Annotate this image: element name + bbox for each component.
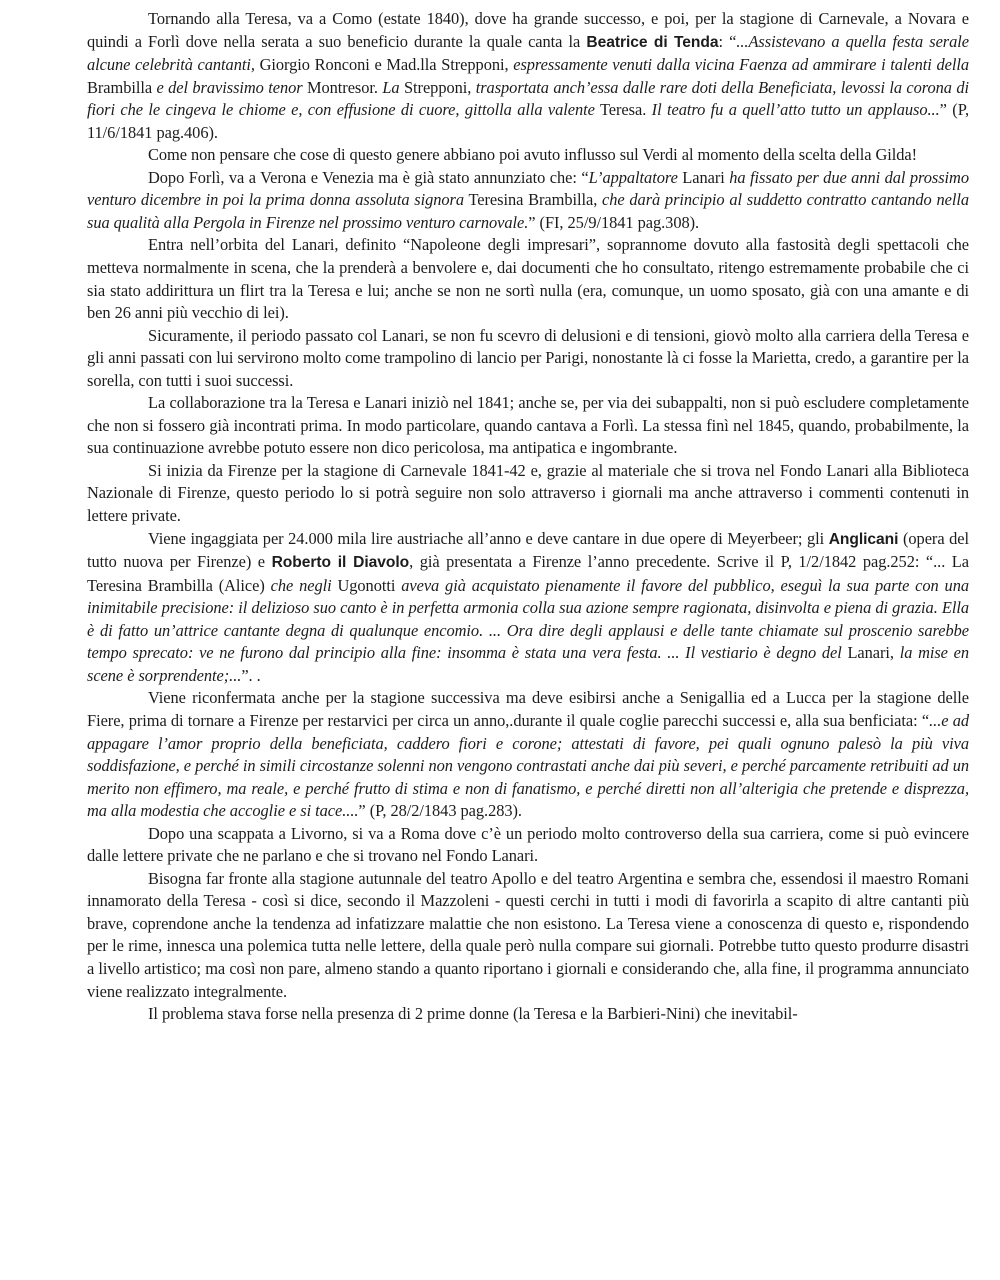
italic-text: trasportata anch’essa dalle rare doti della Beneficiata, levossi la corona di fiori che le cingeva le chiome e, con effusione di cuore, gittolla alla valente — [87, 77, 969, 120]
body-paragraph — [87, 167, 969, 235]
body-paragraph — [87, 868, 969, 1003]
text-run: Sicuramente, il periodo passato col Lanari, se non fu scevro di delusioni e di tensioni, giovò molto alla carriera della Teresa e gli anni passati con lui servirono molto come trampolino di lancio per Parigi, nonostante là ci fosse la Marietta, credo, a garantire per la sorella, con tutti i suoi successi. — [87, 325, 969, 390]
text-run: ” (P, 11/6/1841 pag.406). — [87, 100, 969, 142]
text-run: Il problema stava forse nella presenza di 2 prime donne (la Teresa e la Barbieri-Nini) che inevitabil- — [148, 1004, 798, 1024]
italic-text: che negli — [270, 575, 332, 595]
body-paragraph — [87, 8, 969, 144]
italic-text: ha fissato per due anni dal prossimo venturo dicembre in poi la prima donna assoluta signora — [87, 167, 969, 210]
text-run: , già presentata a Firenze l’anno precedente. Scrive il P, 1/2/1842 pag.252: “... La Teresina Brambilla (Alice) — [87, 552, 969, 595]
text-run: Teresina Brambilla, — [463, 190, 603, 210]
text-run: La collaborazione tra la Teresa e Lanari iniziò nel 1841; anche se, per via dei subappalti, non si può escludere completamente che non si fossero già incontrati prima. In modo particolare, quando cantava a Forlì. La stessa finì nel 1845, quando, probabilmente, la sua continuazione avrebbe potuto essere non dico pericolosa, ma antipatica e ingombrante. — [87, 393, 969, 458]
text-run: Lanari, — [841, 643, 900, 663]
text-run: Ugonotti — [331, 575, 402, 595]
text-run: : “ — [718, 31, 737, 51]
text-run: Viene ingaggiata per 24.000 mila lire austriache all’anno e deve cantare in due opere di Meyerbeer; gli — [148, 528, 829, 548]
body-paragraph — [87, 392, 969, 460]
bold-text: Roberto il Diavolo — [271, 554, 410, 572]
body-paragraph — [87, 687, 969, 822]
body-paragraph — [87, 1003, 969, 1026]
italic-text: espressamente venuti dalla vicina Faenza ad ammirare i talenti della — [513, 55, 969, 75]
text-run: Si inizia da Firenze per la stagione di Carnevale 1841-42 e, grazie al materiale che si trova nel Fondo Lanari alla Biblioteca Nazionale di Firenze, questo periodo lo si potrà seguire non solo attraverso i giornali ma anche attraverso i commenti contenuti in lettere private. — [87, 460, 969, 526]
text-run: (opera del tutto nuova per Firenze) e — [87, 528, 969, 572]
text-run: ”. . — [241, 665, 261, 685]
text-run: Dopo Forlì, va a Verona e Venezia ma è già stato annunziato che: “ — [148, 167, 589, 187]
italic-text: ...e ad appagare l’amor proprio della beneficiata, caddero fiori e corone; attestati di favore, pei quali ognuno palesò la più viva soddisfazione, e perché in simili circostanze solenni non vengono contrastati anche dai più severi, e perché parcamente retribuiti ad un merito non effimero, ma reale, e perché frutto di stima e non di fanatismo, e perché diretti non all’alterigia che pretende e disprezza, ma alla modestia che accoglie e si tace.... — [87, 710, 969, 821]
italic-text: che darà principio al suddetto contratto cantando nella sua qualità alla Pergola in Firenze nel prossimo venturo carnovale. — [87, 190, 970, 232]
italic-text: e del bravissimo tenor — [156, 77, 303, 97]
italic-text: L’appaltatore — [588, 167, 678, 187]
text-run: ” (P, 28/2/1843 pag.283). — [358, 801, 522, 821]
body-paragraph — [87, 528, 969, 688]
italic-text: aveva già acquistato pienamente il favore del pubblico, eseguì la sua parte con una inimitabile precisione: il delizioso suo canto è in perfetta armonia colla sua azione sempre ragionata, disinvolta e piena di grazia. Ella è di fatto un’attrice cantante degna di qualunque encomio. ... Ora dire degli applausi e delle tante chiamate sul proscenio sarebbe tempo sprecato: ve ne furono dal principio alla fine: insomma è stata una vera festa. ... Il vestiario è degno del — [87, 575, 969, 663]
body-paragraph — [87, 325, 969, 393]
text-run: Brambilla — [87, 77, 157, 97]
italic-text: ...Assistevano a quella festa serale alcune celebrità cantanti, — [87, 31, 970, 75]
text-run: Bisogna far fronte alla stagione autunnale del teatro Apollo e del teatro Argentina e sembra che, essendosi il maestro Romani innamorato della Teresa - così si dice, secondo il Mazzoleni - questi cerchi in tutti i modi di favorirla a scapito di altre cantanti più brave, coprendone anche la tendenza ad infatizzare malattie che non esistono. La Teresa viene a conoscenza di questo e, rispondendo per le rime, innesca una polemica tutta nelle lettere, della quale però nulla compare sui giornali. Potrebbe tutto questo produrre disastri a livello artistico; ma così non pare, almeno stando a quanto riportano i giornali e considerando che, alla fine, il programma annunciato viene realizzato integralmente. — [87, 868, 969, 1001]
text-run: Lanari — [677, 167, 730, 187]
bold-text: Anglicani — [828, 530, 899, 548]
body-paragraph — [87, 234, 969, 324]
text-run: Giorgio Ronconi e Mad.lla Strepponi, — [254, 55, 514, 75]
body-paragraph — [87, 823, 969, 868]
text-run: Entra nell’orbita del Lanari, definito “Napoleone degli impresari”, soprannome dovuto alla fastosità degli spettacoli che metteva normalmente in scena, che la prenderà a benvolere e, dai documenti che ho consultato, ritengo estremamente probabile che ci sia stato addirittura un flirt tra la Teresa e lui; anche se non ne sortì nulla (era, comunque, un uomo sposato, già con una amante e di ben 26 anni più vecchio di lei). — [87, 235, 969, 323]
text-run: Strepponi, — [399, 77, 476, 97]
text-run: Teresa. — [594, 100, 652, 120]
body-paragraph — [87, 144, 969, 167]
body-paragraph — [87, 460, 969, 528]
text-run: Dopo una scappata a Livorno, si va a Roma dove c’è un periodo molto controverso della sua carriera, come si può evincere dalle lettere private che ne parlano e che si trovano nel Fondo Lanari. — [87, 823, 969, 866]
text-run: Come non pensare che cose di questo genere abbiano poi avuto influsso sul Verdi al momento della scelta della Gilda! — [148, 145, 918, 165]
text-run: ” (FI, 25/9/1841 pag.308). — [528, 212, 700, 232]
italic-text: La — [382, 77, 400, 97]
text-run: Tornando alla Teresa, va a Como (estate 1840), dove ha grande successo, e poi, per la stagione di Carnevale, a Novara e quindi a Forlì dove nella serata a suo beneficio durante la quale canta la — [87, 9, 969, 51]
italic-text: Il teatro fu a quell’atto tutto un applauso... — [651, 100, 940, 120]
text-run: Viene riconfermata anche per la stagione successiva ma deve esibirsi anche a Senigallia ed a Lucca per la stagione delle Fiere, prima di tornare a Firenze per restarvici per circa un anno,.durante il quale coglie parecchi successi e, alla sua benficiata: “ — [87, 688, 969, 730]
italic-text: la mise en scene è sorprendente;... — [87, 643, 969, 685]
text-run: Montresor. — [302, 77, 383, 97]
bold-text: Beatrice di Tenda — [586, 33, 719, 51]
document-page — [87, 8, 969, 1026]
